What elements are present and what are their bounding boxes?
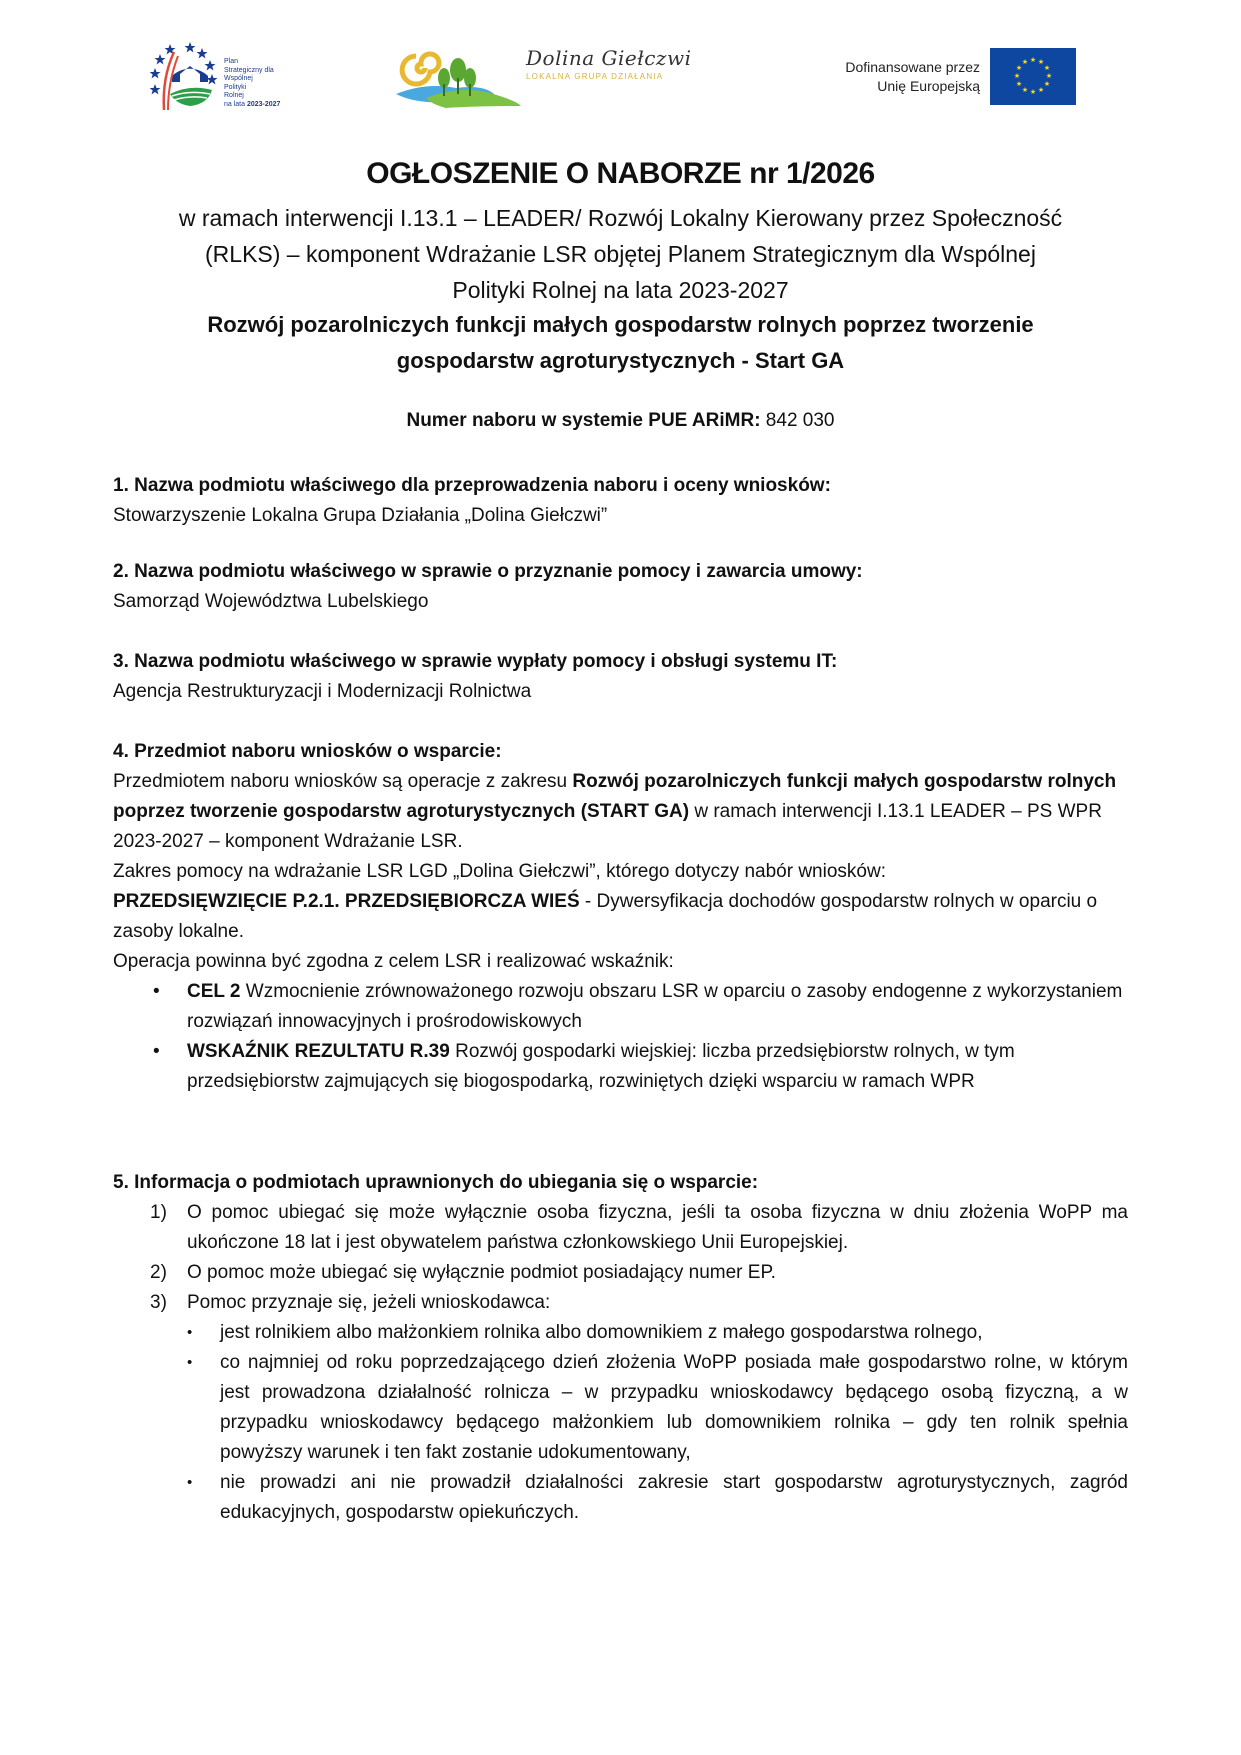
- nabor-number-value: 842 030: [760, 410, 835, 431]
- list-item: • CEL 2 Wzmocnienie zrównoważonego rozwoju obszaru LSR w oparciu o zasoby endogenne z wykorzystaniem rozwiązań innowacyjnych i prośrodowiskowych: [113, 977, 1128, 1037]
- svg-text:★: ★: [1043, 64, 1051, 72]
- section-3-heading: 3. Nazwa podmiotu właściwego w sprawie wypłaty pomocy i obsługi systemu IT:: [113, 651, 838, 672]
- section-3-text: Agencja Restrukturyzacji i Modernizacji Rolnictwa: [113, 681, 532, 702]
- list-item: • WSKAŹNIK REZULTATU R.39 Rozwój gospodarki wiejskiej: liczba przedsiębiorstw rolnych, w tym przedsiębiorstw zajmujących się biogospodarką, rozwiniętych dzięki wsparciu w ramach WPR: [113, 1037, 1128, 1097]
- scope-title: Rozwój pozarolniczych funkcji małych gospodarstw rolnych poprzez tworzenie gospodarstw agroturystycznych - Start GA: [207, 312, 1034, 373]
- section-5: [113, 1168, 1128, 1528]
- svg-text:★: ★: [1029, 88, 1037, 96]
- list-item: 2) O pomoc może ubiegać się wyłącznie podmiot posiadający numer EP.: [150, 1262, 776, 1283]
- psp-logo-text: Plan Strategiczny dla Wspólnej Polityki Rolnej na lata 2023-2027: [224, 58, 281, 108]
- psp-logo: [150, 38, 285, 118]
- intervention-subtitle: w ramach interwencji I.13.1 – LEADER/ Rozwój Lokalny Kierowany przez Społeczność (RLKS) – komponent Wdrażanie LSR objętej Planem Strategicznym dla Wspólnej Polityki Rolnej na lata 2023-2027: [178, 205, 1063, 303]
- header-logos: [0, 30, 1241, 120]
- bullet-icon: •: [187, 1324, 193, 1341]
- lgd-subtitle: LOKALNA GRUPA DZIAŁANIA: [526, 72, 664, 81]
- bullet-icon: •: [153, 1041, 160, 1062]
- nabor-number-label: Numer naboru w systemie PUE ARiMR:: [406, 410, 761, 431]
- page-title: OGŁOSZENIE O NABORZE nr 1/2026: [366, 157, 875, 190]
- svg-text:★: ★: [1015, 80, 1023, 88]
- section-2-text: Samorząd Województwa Lubelskiego: [113, 591, 429, 612]
- bullet-icon: •: [187, 1354, 193, 1371]
- svg-text:★: ★: [1021, 58, 1029, 66]
- section-4: [113, 737, 1128, 1097]
- eu-flag-icon: [990, 48, 1076, 105]
- section-1: [113, 471, 1128, 531]
- eu-cofunding-text: Dofinansowane przez Unię Europejską: [845, 59, 980, 94]
- section-4-heading: 4. Przedmiot naboru wniosków o wsparcie:: [113, 741, 502, 762]
- section-4-operacja: Operacja powinna być zgodna z celem LSR i realizować wskaźnik:: [113, 951, 674, 972]
- list-item: • nie prowadzi ani nie prowadził działalności zakresie start gospodarstw agroturystycznych, zagród edukacyjnych, gospodarstw opiekuńczych.: [113, 1468, 1128, 1528]
- nabor-number: [113, 410, 1128, 432]
- psp-emblem-icon: [150, 38, 222, 118]
- bullet-icon: •: [187, 1474, 193, 1491]
- section-5-heading: 5. Informacja o podmiotach uprawnionych do ubiegania się o wsparcie:: [113, 1172, 759, 1193]
- section-5-conditions: [113, 1198, 1128, 1318]
- svg-text:★: ★: [1043, 80, 1051, 88]
- section-4-intro: Przedmiotem naboru wniosków są operacje z zakresu Rozwój pozarolniczych funkcji małych gospodarstw rolnych poprzez tworzenie gospodarstw agroturystycznych (START GA) w ramach interwencji I.13.1 LEADER – PS WPR 2023-2027 – komponent Wdrażanie LSR.: [113, 771, 1117, 852]
- lgd-sun-trees-icon: [386, 44, 526, 114]
- section-2-heading: 2. Nazwa podmiotu właściwego w sprawie o przyznanie pomocy i zawarcia umowy:: [113, 561, 863, 582]
- svg-text:★: ★: [1037, 58, 1045, 66]
- svg-text:★: ★: [1029, 56, 1037, 64]
- section-4-przedsiewziecie: PRZEDSIĘWZIĘCIE P.2.1. PRZEDSIĘBIORCZA WIEŚ - Dywersyfikacja dochodów gospodarstw rolnych w oparciu o zasoby lokalne.: [113, 891, 1098, 942]
- section-4-indicators: [113, 977, 1128, 1097]
- lgd-name: Dolina Giełczwi: [526, 46, 692, 70]
- section-4-zakres: Zakres pomocy na wdrażanie LSR LGD „Dolina Giełczwi”, którego dotyczy nabór wniosków:: [113, 861, 886, 882]
- svg-text:★: ★: [1037, 86, 1045, 94]
- bullet-icon: •: [153, 981, 160, 1002]
- list-item: 3) Pomoc przyznaje się, jeżeli wnioskodawca:: [150, 1292, 551, 1313]
- section-3: [113, 647, 1128, 707]
- section-1-heading: 1. Nazwa podmiotu właściwego dla przeprowadzenia naboru i oceny wniosków:: [113, 475, 831, 496]
- section-1-text: Stowarzyszenie Lokalna Grupa Działania „Dolina Giełczwi”: [113, 505, 608, 526]
- svg-text:★: ★: [1013, 72, 1021, 80]
- lgd-logo: [428, 44, 698, 124]
- list-item: • co najmniej od roku poprzedzającego dzień złożenia WoPP posiada małe gospodarstwo rolne, w którym jest prowadzona działalność rolnicza – w przypadku wnioskodawcy będącego osobą fizyczną, a w przypadku wnioskodawcy będącego małżonkiem lub domownikiem rolnika – gdy ten rolnik spełnia powyższy warunek i ten fakt zostanie udokumentowany,: [113, 1348, 1128, 1468]
- svg-text:★: ★: [1021, 86, 1029, 94]
- svg-text:★: ★: [1045, 72, 1053, 80]
- list-item: • jest rolnikiem albo małżonkiem rolnika albo domownikiem z małego gospodarstwa rolnego,: [113, 1318, 1128, 1348]
- section-5-applicant-requirements: [113, 1318, 1128, 1528]
- eu-logo: [810, 48, 1080, 108]
- section-2: [113, 557, 1128, 617]
- svg-text:★: ★: [1015, 64, 1023, 72]
- list-item: 1) O pomoc ubiegać się może wyłącznie osoba fizyczna, jeśli ta osoba fizyczna w dniu złożenia WoPP ma ukończone 18 lat i jest obywatelem państwa członkowskiego Unii Europejskiej.: [150, 1202, 1128, 1253]
